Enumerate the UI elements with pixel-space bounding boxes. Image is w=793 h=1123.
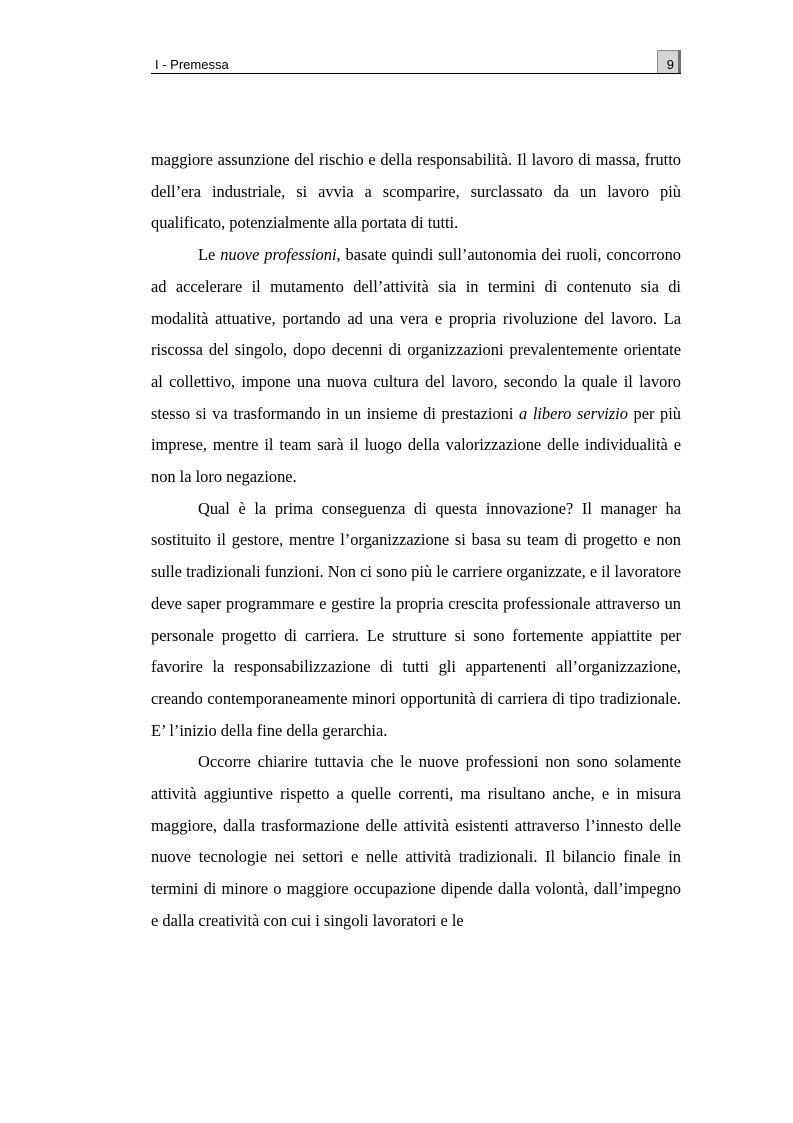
emphasis-nuove-professioni: nuove professioni xyxy=(220,245,337,265)
paragraph-3-text: Qual è la prima conseguenza di questa innovazione? Il manager ha sostituito il gestore, mentre l’organizzazione si basa su team di progetto e non sulle tradizionali funzioni. Non ci sono più le carriere organizzate, e il lavoratore deve saper programmare e gestire la propria crescita professionale attraverso un personale progetto di carriera. Le strutture si sono fortemente appiattite per favorire la responsabilizzazione di tutti gli appartenenti all’organizzazione, creando contemporaneamente minori opportunità di carriera di tipo tradizionale. E’ l’inizio della fine della gerarchia. xyxy=(151,498,681,740)
paragraph-2-text-a: Le xyxy=(198,245,221,265)
emphasis-a-libero-servizio: a libero servizio xyxy=(519,403,628,423)
paragraph-2-text-b: , basate quindi sull’autonomia dei ruoli, concorrono ad accelerare il mutamento dell’attività sia in termini di contenuto sia di modalità attuative, portando ad una vera e propria rivoluzione del lavoro. La riscossa del singolo, dopo decenni di organizzazioni prevalentemente orientate al collettivo, impone una nuova cultura del lavoro, secondo la quale il lavoro stesso si va trasformando in un insieme di prestazioni xyxy=(151,245,681,423)
paragraph-3 xyxy=(151,493,681,747)
page-number: 9 xyxy=(666,57,674,72)
chapter-title: I - Premessa xyxy=(155,57,229,72)
paragraph-4-text: Occorre chiarire tuttavia che le nuove professioni non sono solamente attività aggiuntive rispetto a quelle correnti, ma risultano anche, e in misura maggiore, dalla trasformazione delle attività esistenti attraverso l’innesto delle nuove tecnologie nei settori e nelle attività tradizionali. Il bilancio finale in termini di minore o maggiore occupazione dipende dalla volontà, dall’impegno e dalla creatività con cui i singoli lavoratori e le xyxy=(151,752,681,930)
paragraph-1 xyxy=(151,144,681,239)
page-number-box xyxy=(657,50,681,73)
paragraph-4 xyxy=(151,746,681,936)
paragraph-2-text-c: per più imprese, mentre il team sarà il luogo della valorizzazione delle individualità e non la loro negazione. xyxy=(151,403,681,487)
paragraph-1-text: maggiore assunzione del rischio e della responsabilità. Il lavoro di massa, frutto dell’era industriale, si avvia a scomparire, surclassato da un lavoro più qualificato, potenzialmente alla portata di tutti. xyxy=(151,150,681,233)
body-text xyxy=(151,144,681,937)
paragraph-2 xyxy=(151,239,681,493)
running-header xyxy=(151,54,681,74)
